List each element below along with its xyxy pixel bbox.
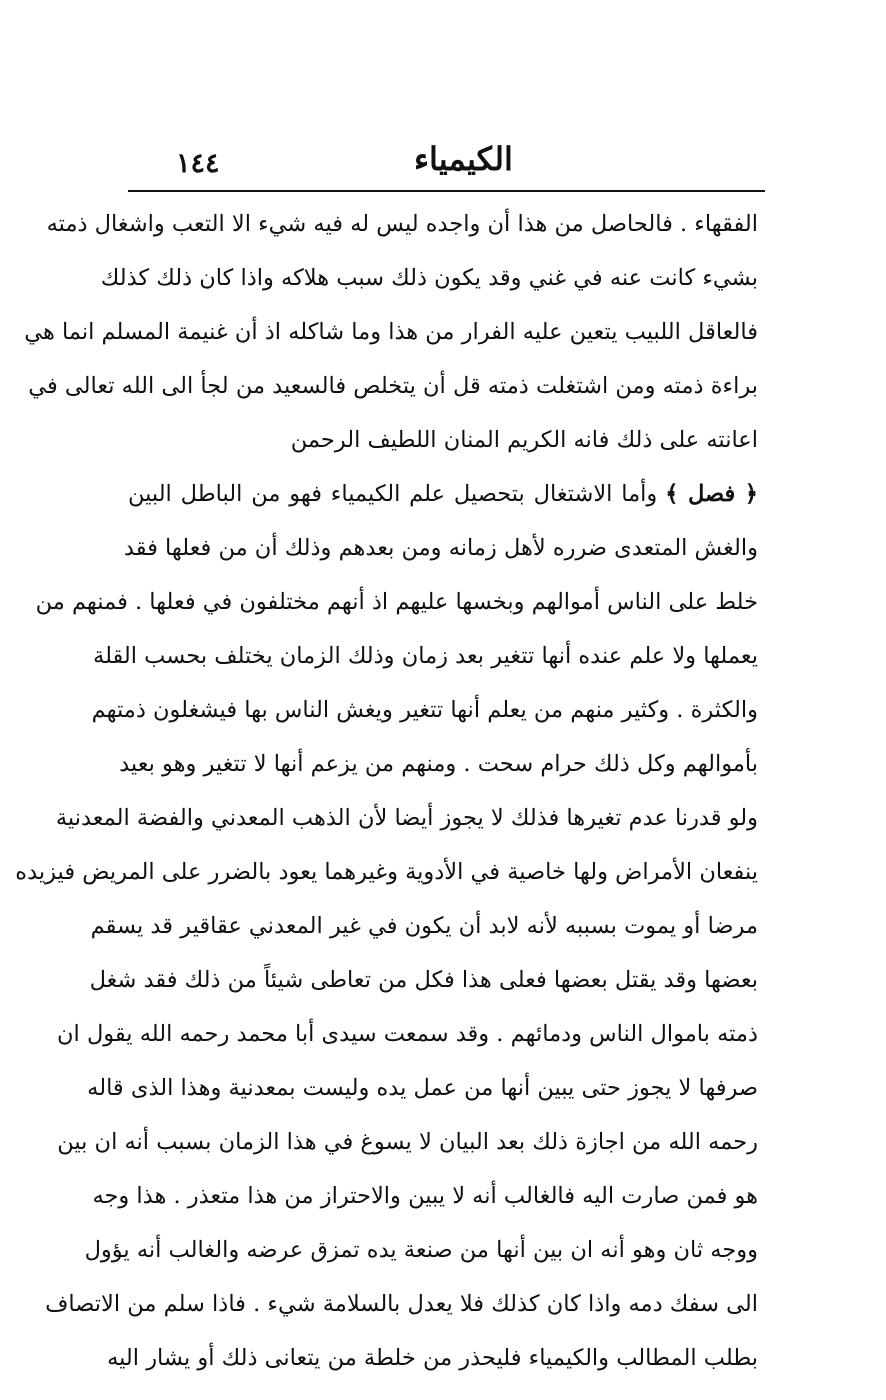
text-line: الفقهاء . فالحاصل من هذا أن واجده ليس له فيه شيء الا التعب واشغال ذمته — [46, 211, 758, 237]
text-line: مرضا أو يموت بسببه لأنه لابد أن يكون في غير المعدني عقاقير قد يسقم — [90, 913, 758, 939]
text-line: ولو قدرنا عدم تغيرها فذلك لا يجوز أيضا لأن الذهب المعدني والفضة المعدنية — [55, 805, 758, 831]
text-line: ينفعان الأمراض ولها خاصية في الأدوية وغيرهما يعود بالضرر على المريض فيزيده — [15, 859, 758, 885]
text-line: ذمته باموال الناس ودمائهم . وقد سمعت سيدى أبا محمد رحمه الله يقول ان — [57, 1021, 758, 1047]
text-line: يعملها ولا علم عنده أنها تتغير بعد زمان وذلك الزمان يختلف بحسب القلة — [93, 643, 758, 669]
text-line: فالعاقل اللبيب يتعين عليه الفرار من هذا وما شاكله اذ أن غنيمة المسلم انما هي — [24, 319, 758, 345]
page-header — [128, 138, 768, 186]
text-line: ووجه ثان وهو أنه ان بين أنها من صنعة يده تمزق عرضه والغالب أنه يؤول — [84, 1237, 758, 1263]
text-line: الى سفك دمه واذا كان كذلك فلا يعدل بالسلامة شيء . فاذا سلم من الاتصاف — [45, 1291, 758, 1317]
body-text — [15, 197, 758, 1385]
text-line: براءة ذمته ومن اشتغلت ذمته قل أن يتخلص فالسعيد من لجأ الى الله تعالى في — [28, 373, 758, 399]
text-line: والغش المتعدى ضرره لأهل زمانه ومن بعدهم وذلك أن من فعلها فقد — [123, 535, 758, 561]
text-line: بشيء كانت عنه في غني وقد يكون ذلك سبب هلاكه واذا كان ذلك كذلك — [100, 265, 758, 291]
text-line: اعانته على ذلك فانه الكريم المنان اللطيف الرحمن — [290, 427, 758, 453]
text-line: والكثرة . وكثير منهم من يعلم أنها تتغير ويغش الناس بها فيشغلون ذمتهم — [91, 697, 758, 723]
section-line — [128, 467, 758, 521]
section-marker: ﴿ فصل ﴾ — [665, 481, 758, 507]
text-line: صرفها لا يجوز حتى يبين أنها من عمل يده وليست بمعدنية وهذا الذى قاله — [87, 1075, 758, 1101]
running-title: الكيمياء — [414, 140, 513, 178]
text-line: بعضها وقد يقتل بعضها فعلى هذا فكل من تعاطى شيئاً من ذلك فقد شغل — [89, 967, 758, 993]
page-number: ١٤٤ — [176, 148, 220, 179]
text-line: رحمه الله من اجازة ذلك بعد البيان لا يسوغ في هذا الزمان بسبب أنه ان بين — [57, 1129, 758, 1155]
text-line: بأموالهم وكل ذلك حرام سحت . ومنهم من يزعم أنها لا تتغير وهو بعيد — [119, 751, 758, 777]
text-line: خلط على الناس أموالهم وبخسها عليهم اذ أنهم مختلفون في فعلها . فمنهم من — [35, 589, 758, 615]
text-line: وأما الاشتغال بتحصيل علم الكيمياء فهو من الباطل البين — [128, 481, 658, 507]
text-line: هو فمن صارت اليه فالغالب أنه لا يبين والاحتراز من هذا متعذر . هذا وجه — [92, 1183, 758, 1209]
header-rule — [128, 190, 765, 192]
text-line: بطلب المطالب والكيمياء فليحذر من خلطة من يتعانى ذلك أو يشار اليه — [107, 1345, 758, 1371]
